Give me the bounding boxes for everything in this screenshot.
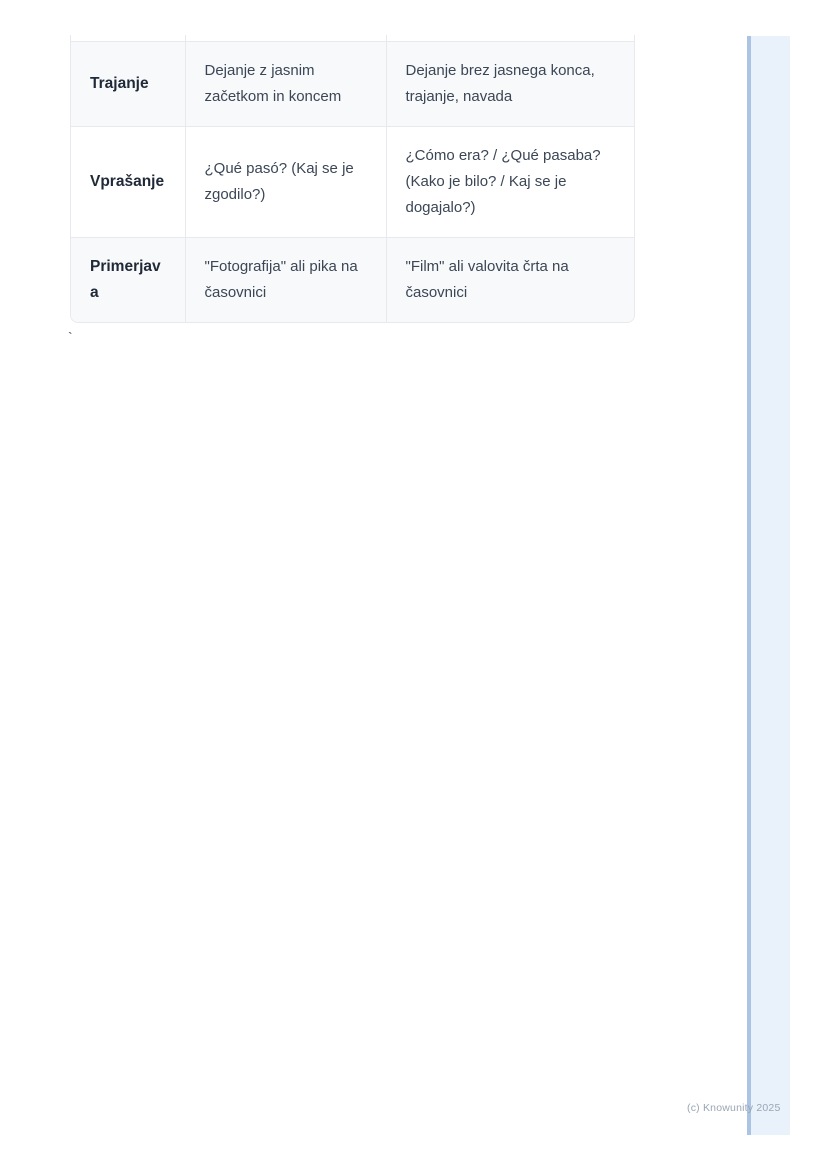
table-row-primerjava [71, 237, 635, 322]
copyright-text: (c) Knowunity 2025 [687, 1102, 781, 1114]
comparison-table [70, 35, 635, 323]
page-margin-strip [747, 36, 790, 1135]
table-cell: ¿Cómo era? / ¿Qué pasaba? (Kako je bilo? / Kaj se je dogajalo?) [386, 126, 635, 237]
table-row-vprasanje [71, 126, 635, 237]
row-label: Primerjava [71, 237, 185, 322]
table-cell: "Film" ali valovita črta na časovnici [386, 237, 635, 322]
table-cell: Dejanje brez jasnega konca, trajanje, navada [386, 41, 635, 126]
row-label: Vprašanje [71, 126, 185, 237]
table-cell: Dejanje z jasnim začetkom in koncem [185, 41, 386, 126]
table-cell: "Fotografija" ali pika na časovnici [185, 237, 386, 322]
table-cell: ¿Qué pasó? (Kaj se je zgodilo?) [185, 126, 386, 237]
row-label: Trajanje [71, 41, 185, 126]
table-row-trajanje [71, 41, 635, 126]
stray-backtick-text: ` [68, 329, 73, 345]
